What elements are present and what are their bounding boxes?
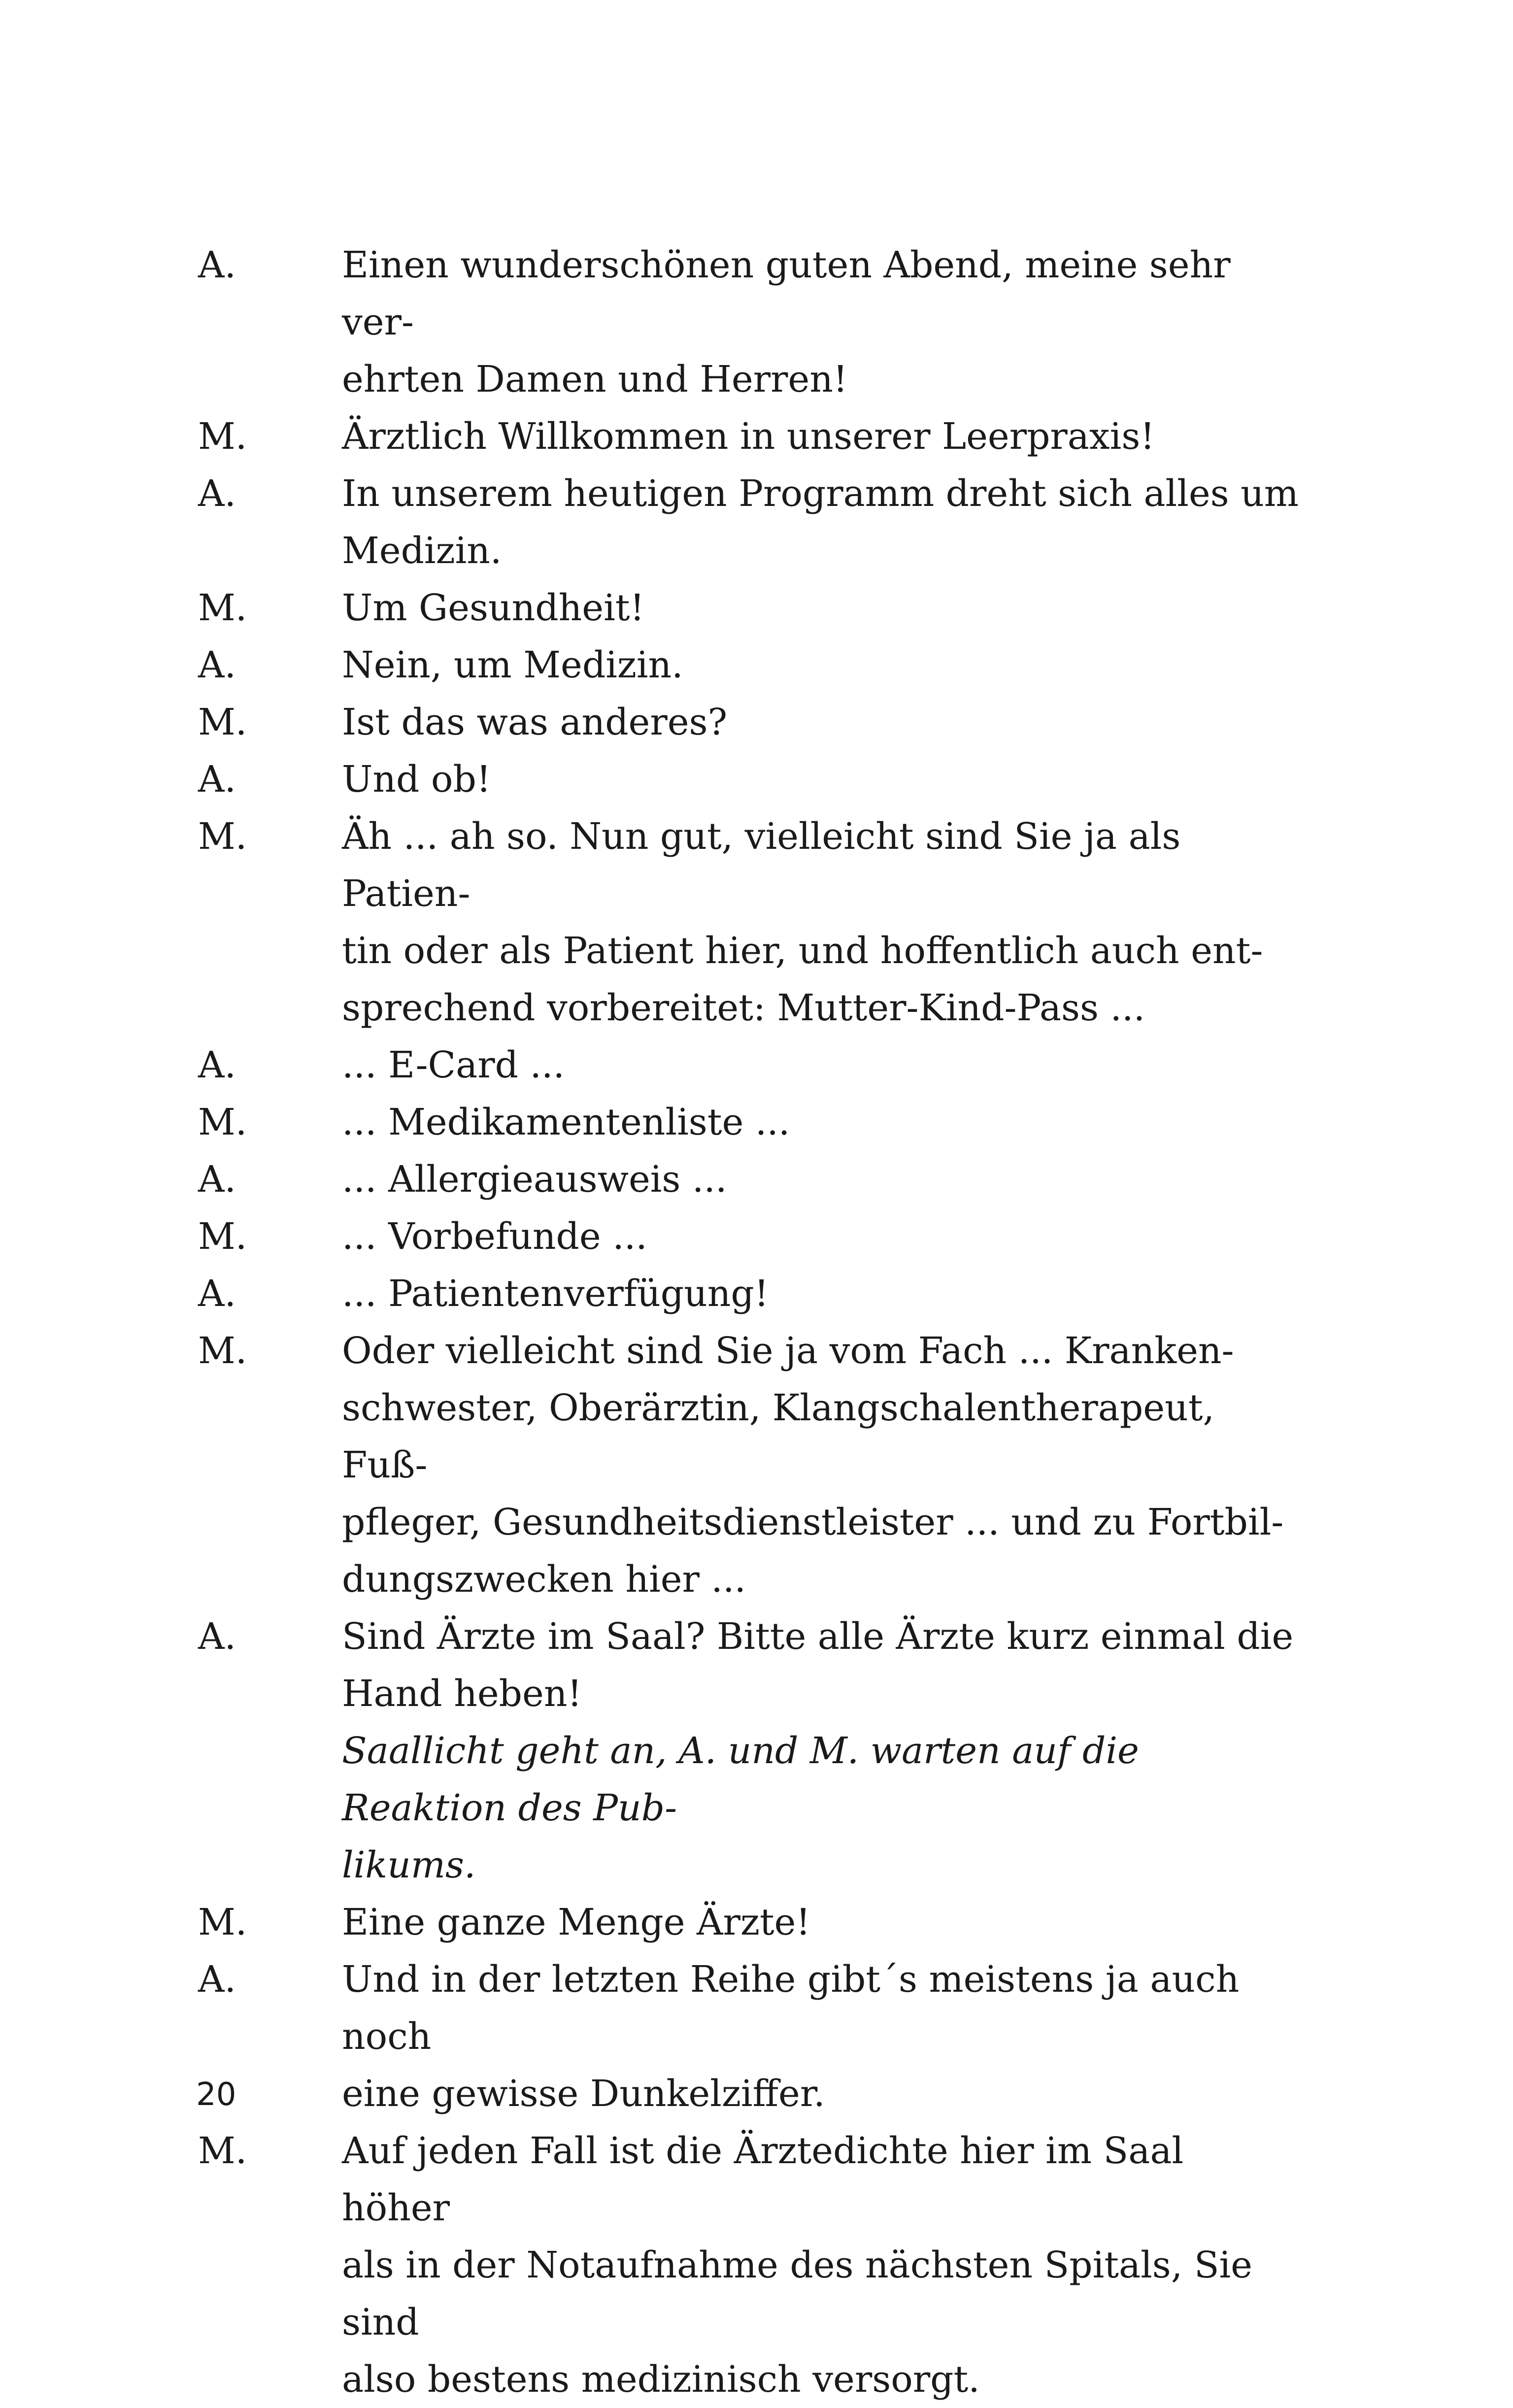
speaker-label: M. bbox=[198, 701, 247, 743]
dialogue-line: ... Medikamentenliste ... bbox=[342, 1101, 790, 1143]
speaker-label: A. bbox=[198, 1615, 236, 1658]
dialogue-line: Und in der letzten Reihe gibt´s meistens ja auch noch eine gewisse Dunkelziffer. bbox=[342, 1958, 1240, 2115]
dialogue-line: Einen wunderschönen guten Abend, meine sehr ver- ehrten Damen und Herren! bbox=[342, 244, 1231, 401]
dialogue-line: ... Vorbefunde ... bbox=[342, 1215, 647, 1258]
speaker-label: M. bbox=[198, 587, 247, 629]
dialogue-block bbox=[198, 1894, 1302, 2408]
dialogue-line: ... Allergieausweis ... bbox=[342, 1158, 727, 1201]
dialogue-entry bbox=[198, 636, 1302, 694]
dialogue-entry bbox=[198, 1894, 1302, 1951]
dialogue-entry bbox=[198, 1322, 1302, 1608]
dialogue-entry bbox=[198, 465, 1302, 579]
dialogue-line: Eine ganze Menge Ärzte! bbox=[342, 1901, 811, 1943]
speaker-label: A. bbox=[198, 1158, 236, 1201]
script-text bbox=[198, 236, 1302, 2408]
dialogue-line: Sind Ärzte im Saal? Bitte alle Ärzte kurz einmal die Hand heben! bbox=[342, 1615, 1294, 1715]
dialogue-line: Ärztlich Willkommen in unserer Leerpraxis! bbox=[342, 415, 1155, 458]
speaker-label: M. bbox=[198, 1901, 247, 1943]
speaker-label: A. bbox=[198, 644, 236, 686]
dialogue-line: Nein, um Medizin. bbox=[342, 644, 683, 686]
page-number: 20 bbox=[196, 2076, 236, 2113]
dialogue-entry bbox=[198, 1265, 1302, 1322]
stage-direction: Saallicht geht an, A. und M. warten auf die Reaktion des Pub- likums. bbox=[342, 1730, 1139, 1886]
speaker-label: A. bbox=[198, 758, 236, 801]
speaker-label: A. bbox=[198, 1272, 236, 1315]
speaker-label: M. bbox=[198, 1101, 247, 1143]
dialogue-entry bbox=[198, 1151, 1302, 1208]
dialogue-entry bbox=[198, 1608, 1302, 1722]
speaker-label: M. bbox=[198, 815, 247, 858]
speaker-label: M. bbox=[198, 415, 247, 458]
speaker-label: A. bbox=[198, 244, 236, 286]
dialogue-line: ... Patientenverfügung! bbox=[342, 1272, 769, 1315]
dialogue-line: Auf jeden Fall ist die Ärztedichte hier im Saal höher als in der Notaufnahme des nächsten Spitals, Sie sind also bestens medizinisch versorgt. bbox=[342, 2130, 1252, 2401]
dialogue-line: ... E-Card ... bbox=[342, 1044, 565, 1086]
dialogue-line: Um Gesundheit! bbox=[342, 587, 645, 629]
dialogue-line: Oder vielleicht sind Sie ja vom Fach ... Kranken- schwester, Oberärztin, Klangschalentherapeut, Fuß- pfleger, Gesundheitsdienstleister ... und zu Fortbil- dungszwecken hier ... bbox=[342, 1330, 1284, 1601]
dialogue-line: Ist das was anderes? bbox=[342, 701, 728, 743]
dialogue-entry bbox=[198, 2122, 1302, 2408]
speaker-label: M. bbox=[198, 2130, 247, 2172]
speaker-label: M. bbox=[198, 1330, 247, 1372]
dialogue-line: Und ob! bbox=[342, 758, 491, 801]
speaker-label: M. bbox=[198, 1215, 247, 1258]
dialogue-entry bbox=[198, 1094, 1302, 1151]
speaker-label: A. bbox=[198, 1958, 236, 2001]
dialogue-line: In unserem heutigen Programm dreht sich alles um Medizin. bbox=[342, 472, 1299, 572]
dialogue-entry bbox=[198, 808, 1302, 1037]
dialogue-line: Äh ... ah so. Nun gut, vielleicht sind Sie ja als Patien- tin oder als Patient hier, und hoffentlich auch ent- sprechend vorbereitet: Mutter-Kind-Pass ... bbox=[342, 815, 1263, 1029]
dialogue-entry bbox=[198, 1951, 1302, 2122]
dialogue-entry bbox=[198, 1208, 1302, 1265]
dialogue-entry bbox=[198, 751, 1302, 808]
speaker-label: A. bbox=[198, 1044, 236, 1086]
speaker-label: A. bbox=[198, 472, 236, 515]
dialogue-entry bbox=[198, 1037, 1302, 1094]
dialogue-block bbox=[198, 236, 1302, 1722]
dialogue-entry bbox=[198, 236, 1302, 408]
dialogue-entry bbox=[198, 408, 1302, 465]
dialogue-entry bbox=[198, 579, 1302, 636]
dialogue-entry bbox=[198, 694, 1302, 751]
